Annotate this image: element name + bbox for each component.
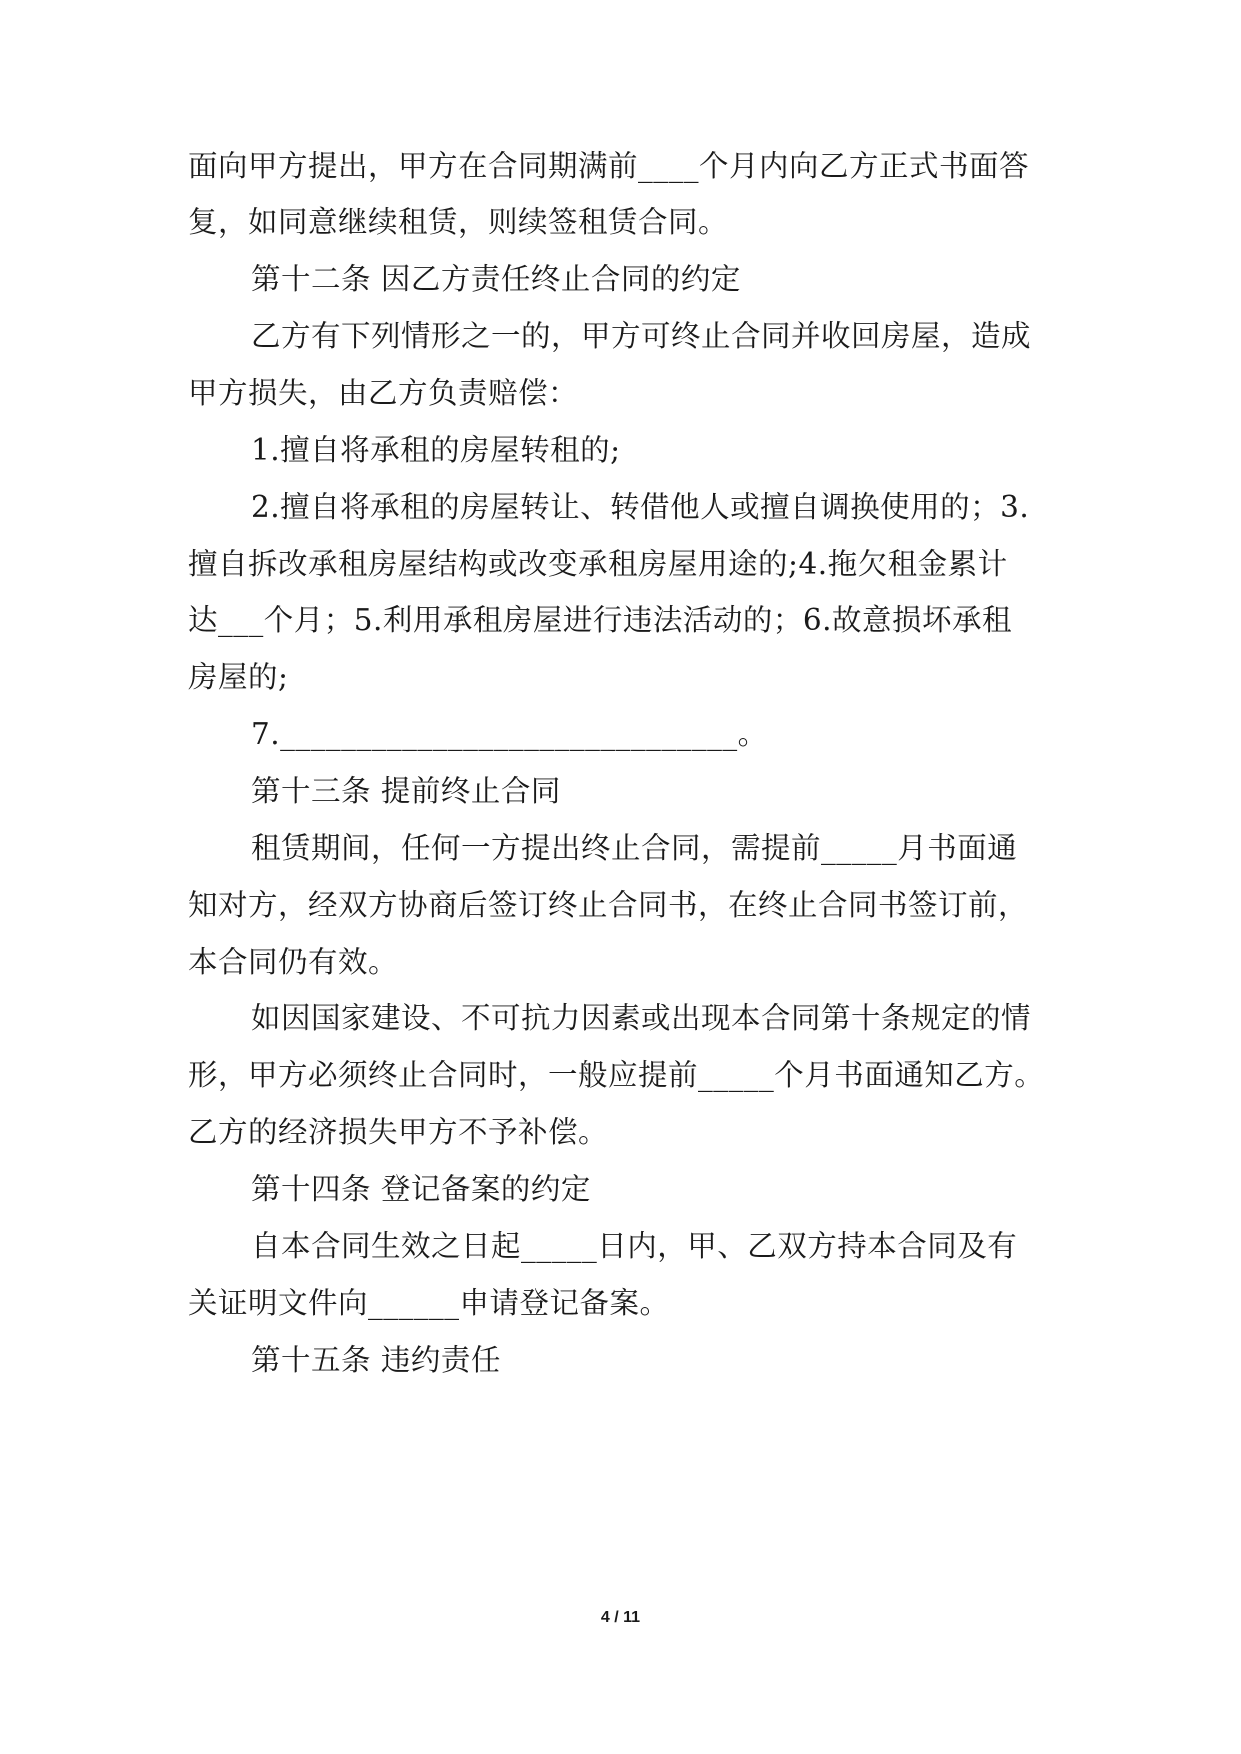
paragraph-line: 关证明文件向______申请登记备案。 <box>188 1286 670 1320</box>
article-heading: 第十二条 因乙方责任终止合同的约定 <box>251 262 741 296</box>
list-item: 1.擅自将承租的房屋转租的; <box>251 433 621 467</box>
paragraph-line: 擅自拆改承租房屋结构或改变承租房屋用途的;4.拖欠租金累计 <box>188 547 1008 581</box>
paragraph-line: 达___个月；5.利用承租房屋进行违法活动的；6.故意损坏承租 <box>188 603 1013 637</box>
paragraph-line: 乙方有下列情形之一的，甲方可终止合同并收回房屋，造成 <box>251 319 1032 353</box>
paragraph-line: 租赁期间，任何一方提出终止合同，需提前_____月书面通 <box>251 831 1018 865</box>
paragraph-line: 甲方损失，由乙方负责赔偿： <box>188 376 579 410</box>
paragraph-line: 本合同仍有效。 <box>188 945 399 979</box>
paragraph-line: 房屋的; <box>188 660 289 694</box>
paragraph-line: 复，如同意继续租赁，则续签租赁合同。 <box>188 205 729 239</box>
article-heading: 第十四条 登记备案的约定 <box>251 1172 591 1206</box>
paragraph-line: 知对方，经双方协商后签订终止合同书，在终止合同书签订前， <box>188 888 1029 922</box>
paragraph-line: 自本合同生效之日起_____日内，甲、乙双方持本合同及有 <box>251 1229 1018 1263</box>
article-heading: 第十三条 提前终止合同 <box>251 774 561 808</box>
paragraph-line: 乙方的经济损失甲方不予补偿。 <box>188 1115 609 1149</box>
list-item: 7.______________________________。 <box>251 717 768 751</box>
paragraph-line: 形，甲方必须终止合同时，一般应提前_____个月书面通知乙方。 <box>188 1058 1045 1092</box>
list-item: 2.擅自将承租的房屋转让、转借他人或擅自调换使用的；3. <box>251 490 1030 524</box>
paragraph-line: 面向甲方提出，甲方在合同期满前____个月内向乙方正式书面答 <box>188 149 1030 183</box>
article-heading: 第十五条 违约责任 <box>251 1343 501 1377</box>
page-number: 4 / 11 <box>600 1609 641 1626</box>
paragraph-line: 如因国家建设、不可抗力因素或出现本合同第十条规定的情 <box>251 1001 1032 1035</box>
